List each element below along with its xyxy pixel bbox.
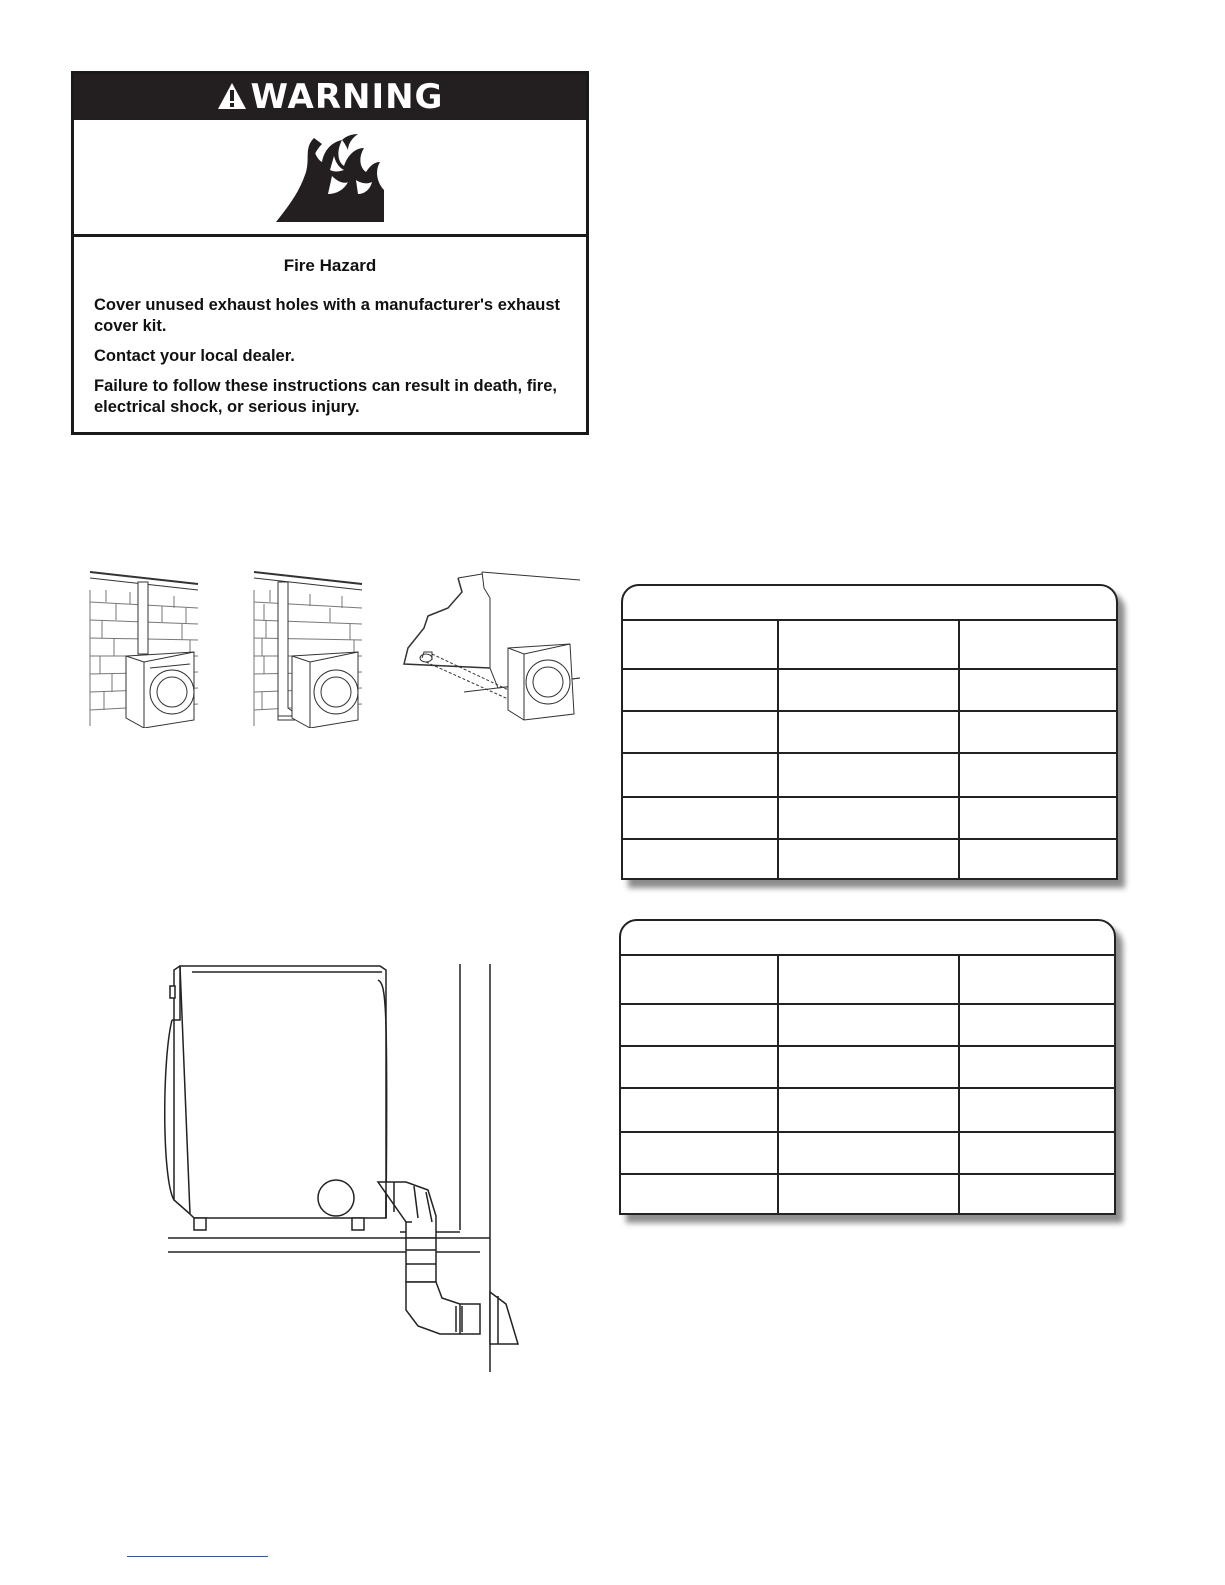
warning-line-cover: Cover unused exhaust holes with a manufacturer's exhaust cover kit. <box>94 296 561 335</box>
exhaust-length-table-2 <box>619 919 1116 1215</box>
table-header-row <box>623 621 1116 670</box>
table-row <box>623 754 1116 798</box>
table-row <box>623 712 1116 754</box>
hazard-title: Fire Hazard <box>283 256 377 275</box>
hazard-pictogram-panel <box>74 120 586 237</box>
warning-box <box>71 71 589 435</box>
exhaust-down-side-illustration <box>250 568 366 728</box>
footer-link-underline[interactable] <box>127 1556 268 1557</box>
side-view-exhaust-illustration <box>160 960 525 1380</box>
column-divider <box>777 621 779 878</box>
table-header-row <box>621 956 1114 1005</box>
exhaust-through-floor-illustration <box>398 568 584 728</box>
fire-hazard-icon <box>274 132 388 224</box>
table-title <box>621 921 1114 956</box>
warning-heading: WARNING <box>250 77 444 117</box>
column-divider <box>958 956 960 1213</box>
table-row <box>621 1005 1114 1047</box>
table-title <box>623 586 1116 621</box>
table-row <box>623 798 1116 840</box>
table-row <box>623 670 1116 712</box>
warning-line-contact: Contact your local dealer. <box>94 347 295 365</box>
exhaust-length-table-1 <box>621 584 1118 880</box>
table-row <box>621 1133 1114 1175</box>
table-row <box>621 1175 1114 1213</box>
warning-line-failure: Failure to follow these instructions can result in death, fire, electrical shock, or serious injury. <box>94 377 557 416</box>
warning-header <box>74 74 586 120</box>
table-row <box>623 840 1116 878</box>
column-divider <box>958 621 960 878</box>
table-row <box>621 1047 1114 1089</box>
column-divider <box>777 956 779 1213</box>
alert-triangle-icon <box>217 82 247 110</box>
table-row <box>621 1089 1114 1133</box>
exhaust-through-wall-illustration <box>86 568 202 728</box>
